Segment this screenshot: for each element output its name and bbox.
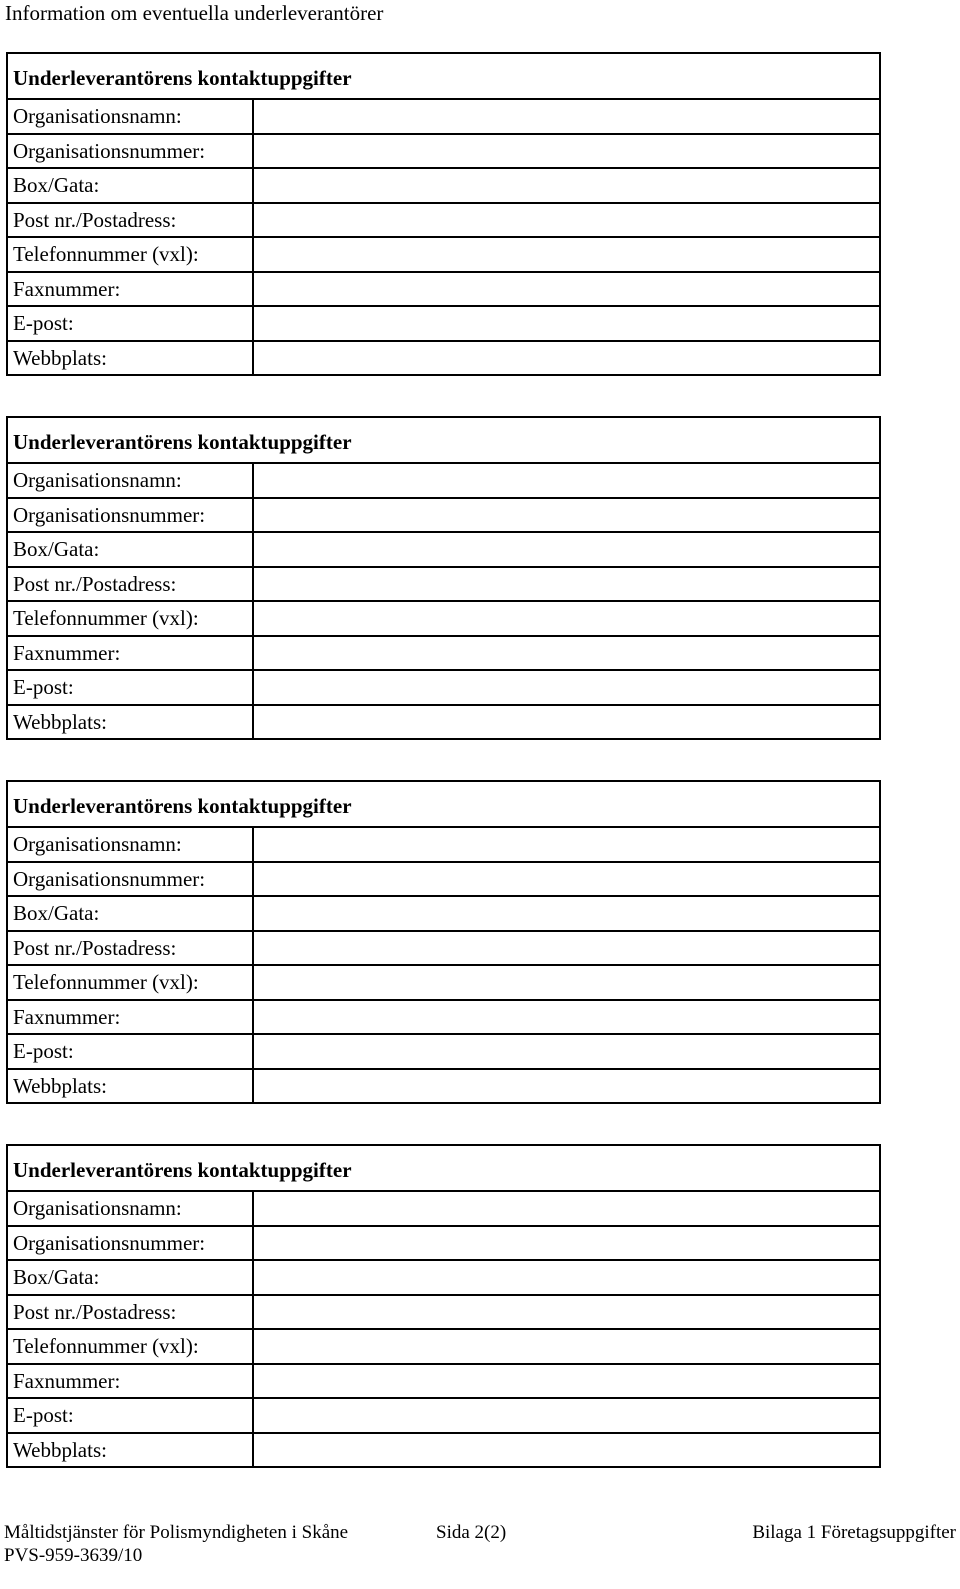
field-value[interactable] <box>253 1329 880 1364</box>
table-row <box>7 931 880 966</box>
field-value[interactable] <box>253 1260 880 1295</box>
table-row <box>7 272 880 307</box>
footer-page-number: Sida 2(2) <box>436 1522 507 1543</box>
field-label: Post nr./Postadress: <box>7 1295 253 1330</box>
field-label: Webbplats: <box>7 705 253 740</box>
field-value[interactable] <box>253 567 880 602</box>
field-value[interactable] <box>253 931 880 966</box>
field-label: Organisationsnamn: <box>7 99 253 134</box>
field-value[interactable] <box>253 532 880 567</box>
field-value[interactable] <box>253 705 880 740</box>
field-value[interactable] <box>253 1364 880 1399</box>
footer-document-title: Måltidstjänster för Polismyndigheten i Skåne <box>4 1522 349 1543</box>
field-label: Telefonnummer (vxl): <box>7 965 253 1000</box>
field-value[interactable] <box>253 306 880 341</box>
table-row <box>7 670 880 705</box>
section-heading: Underleverantörens kontaktuppgifter <box>7 781 880 827</box>
contact-details-table <box>6 1144 881 1468</box>
table-heading-row <box>7 781 880 827</box>
field-label: Organisationsnummer: <box>7 134 253 169</box>
field-value[interactable] <box>253 636 880 671</box>
table-row <box>7 203 880 238</box>
field-label: Faxnummer: <box>7 636 253 671</box>
field-label: Organisationsnummer: <box>7 498 253 533</box>
field-value[interactable] <box>253 1295 880 1330</box>
field-label: Box/Gata: <box>7 532 253 567</box>
field-label: Box/Gata: <box>7 896 253 931</box>
field-value[interactable] <box>253 341 880 376</box>
field-label: E-post: <box>7 1034 253 1069</box>
field-value[interactable] <box>253 168 880 203</box>
table-row <box>7 862 880 897</box>
table-row <box>7 532 880 567</box>
footer-attachment-label: Bilaga 1 Företagsuppgifter <box>752 1522 956 1543</box>
section-heading: Underleverantörens kontaktuppgifter <box>7 53 880 99</box>
field-label: Organisationsnamn: <box>7 463 253 498</box>
table-row <box>7 341 880 376</box>
table-row <box>7 498 880 533</box>
field-label: Post nr./Postadress: <box>7 931 253 966</box>
field-value[interactable] <box>253 601 880 636</box>
table-row <box>7 1226 880 1261</box>
table-row <box>7 705 880 740</box>
table-row <box>7 1295 880 1330</box>
field-value[interactable] <box>253 463 880 498</box>
field-label: E-post: <box>7 306 253 341</box>
field-label: Box/Gata: <box>7 1260 253 1295</box>
field-label: Faxnummer: <box>7 1364 253 1399</box>
table-row <box>7 965 880 1000</box>
page-title: Information om eventuella underleverantörer <box>5 1 384 25</box>
field-value[interactable] <box>253 1226 880 1261</box>
field-label: Faxnummer: <box>7 1000 253 1035</box>
footer-row <box>4 1521 956 1544</box>
field-label: Telefonnummer (vxl): <box>7 1329 253 1364</box>
field-label: Organisationsnummer: <box>7 1226 253 1261</box>
field-value[interactable] <box>253 1398 880 1433</box>
table-row <box>7 306 880 341</box>
field-value[interactable] <box>253 1191 880 1226</box>
table-row <box>7 1000 880 1035</box>
contact-details-table <box>6 780 881 1104</box>
table-row <box>7 827 880 862</box>
table-row <box>7 1398 880 1433</box>
field-value[interactable] <box>253 965 880 1000</box>
field-label: Post nr./Postadress: <box>7 567 253 602</box>
table-row <box>7 1191 880 1226</box>
footer-reference-number: PVS-959-3639/10 <box>4 1545 143 1566</box>
table-row <box>7 1260 880 1295</box>
field-label: Webbplats: <box>7 1069 253 1104</box>
table-row <box>7 1329 880 1364</box>
table-row <box>7 636 880 671</box>
field-label: Organisationsnummer: <box>7 862 253 897</box>
field-value[interactable] <box>253 203 880 238</box>
field-label: Post nr./Postadress: <box>7 203 253 238</box>
field-value[interactable] <box>253 827 880 862</box>
field-value[interactable] <box>253 1069 880 1104</box>
field-label: Telefonnummer (vxl): <box>7 237 253 272</box>
table-heading-row <box>7 53 880 99</box>
field-value[interactable] <box>253 1433 880 1468</box>
field-value[interactable] <box>253 670 880 705</box>
field-label: Box/Gata: <box>7 168 253 203</box>
table-row <box>7 1034 880 1069</box>
table-row <box>7 896 880 931</box>
field-label: Organisationsnamn: <box>7 1191 253 1226</box>
field-label: Webbplats: <box>7 1433 253 1468</box>
table-row <box>7 1069 880 1104</box>
field-value[interactable] <box>253 896 880 931</box>
contact-details-table <box>6 416 881 740</box>
field-value[interactable] <box>253 237 880 272</box>
field-value[interactable] <box>253 272 880 307</box>
table-row <box>7 463 880 498</box>
table-row <box>7 1433 880 1468</box>
field-value[interactable] <box>253 134 880 169</box>
contact-details-table <box>6 52 881 376</box>
field-value[interactable] <box>253 99 880 134</box>
field-value[interactable] <box>253 862 880 897</box>
field-label: Organisationsnamn: <box>7 827 253 862</box>
field-label: E-post: <box>7 1398 253 1433</box>
table-row <box>7 1364 880 1399</box>
field-label: E-post: <box>7 670 253 705</box>
table-row <box>7 237 880 272</box>
field-label: Telefonnummer (vxl): <box>7 601 253 636</box>
table-heading-row <box>7 417 880 463</box>
field-value[interactable] <box>253 1034 880 1069</box>
table-heading-row <box>7 1145 880 1191</box>
field-label: Faxnummer: <box>7 272 253 307</box>
table-row <box>7 601 880 636</box>
field-value[interactable] <box>253 498 880 533</box>
table-row <box>7 99 880 134</box>
field-label: Webbplats: <box>7 341 253 376</box>
footer-row <box>4 1544 956 1567</box>
section-heading: Underleverantörens kontaktuppgifter <box>7 417 880 463</box>
table-row <box>7 134 880 169</box>
page-footer <box>4 1521 956 1567</box>
field-value[interactable] <box>253 1000 880 1035</box>
section-heading: Underleverantörens kontaktuppgifter <box>7 1145 880 1191</box>
table-row <box>7 567 880 602</box>
table-row <box>7 168 880 203</box>
